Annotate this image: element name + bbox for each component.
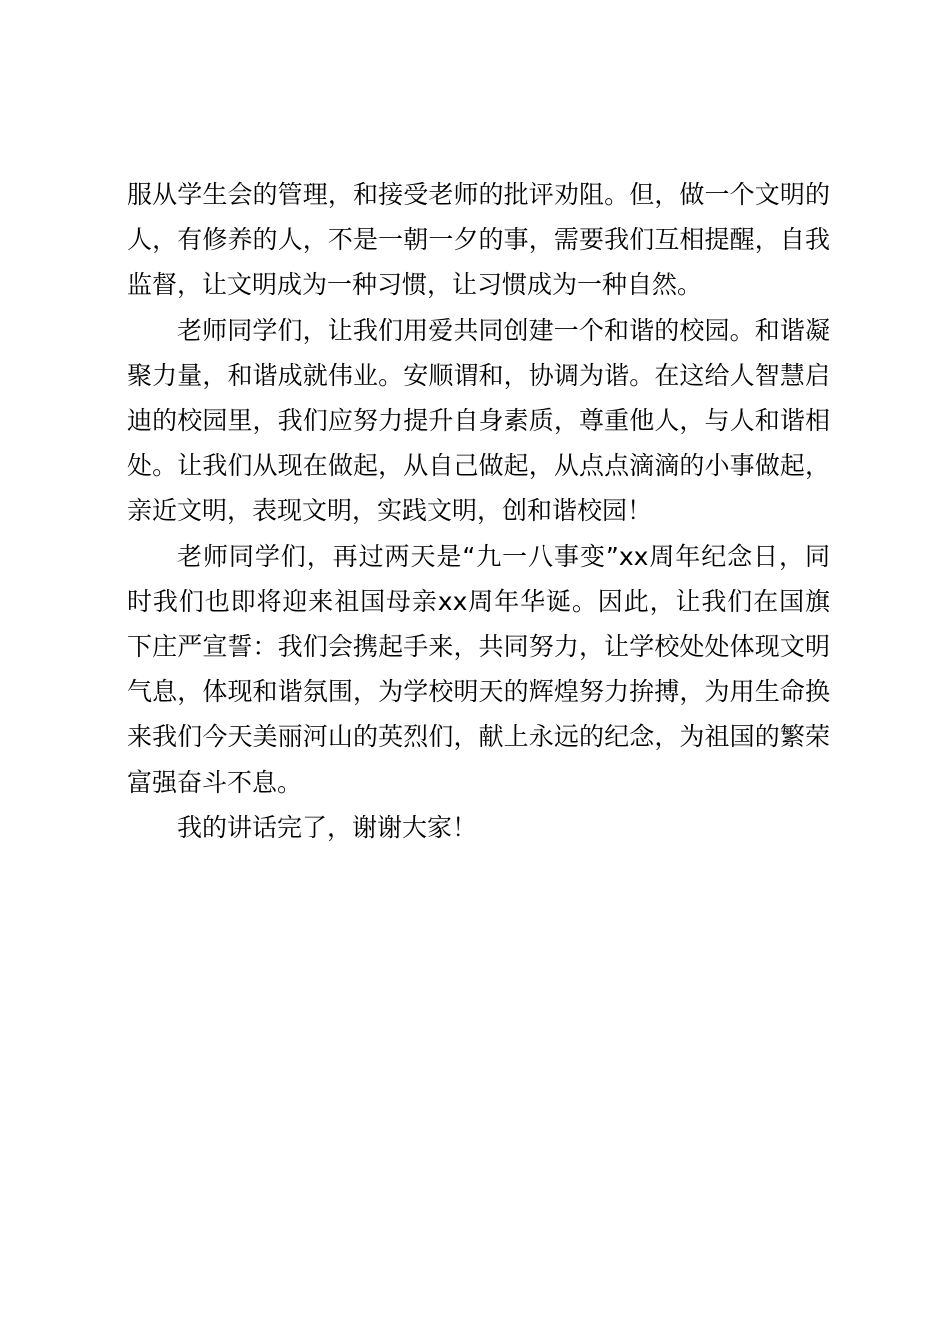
paragraph-harmony: 老师同学们，让我们用爱共同创建一个和谐的校园。和谐凝聚力量，和谐成就伟业。安顺谓和，协调为谐。在这给人智慧启迪的校园里，我们应努力提升自身素质，尊重他人，与人和谐相处。让我们从现在做起，从自己做起，从点点滴滴的小事做起，亲近文明，表现文明，实践文明，创和谐校园！ [127, 315, 830, 526]
paragraph-continuation: 服从学生会的管理，和接受老师的批评劝阻。但，做一个文明的人，有修养的人，不是一朝一夕的事，需要我们互相提醒，自我监督，让文明成为一种习惯，让习惯成为一种自然。 [127, 180, 830, 300]
document-body [127, 172, 830, 850]
paragraph-closing: 我的讲话完了，谢谢大家！ [177, 812, 478, 842]
paragraph-anniversary: 老师同学们，再过两天是“九一八事变”xx周年纪念日，同时我们也即将迎来祖国母亲xx周年华诞。因此，让我们在国旗下庄严宣誓：我们会携起手来，共同努力，让学校处处体现文明气息，体现和谐氛围，为学校明天的辉煌努力拚搏，为用生命换来我们今天美丽河山的英烈们，献上永远的纪念，为祖国的繁荣富强奋斗不息。 [127, 541, 830, 797]
